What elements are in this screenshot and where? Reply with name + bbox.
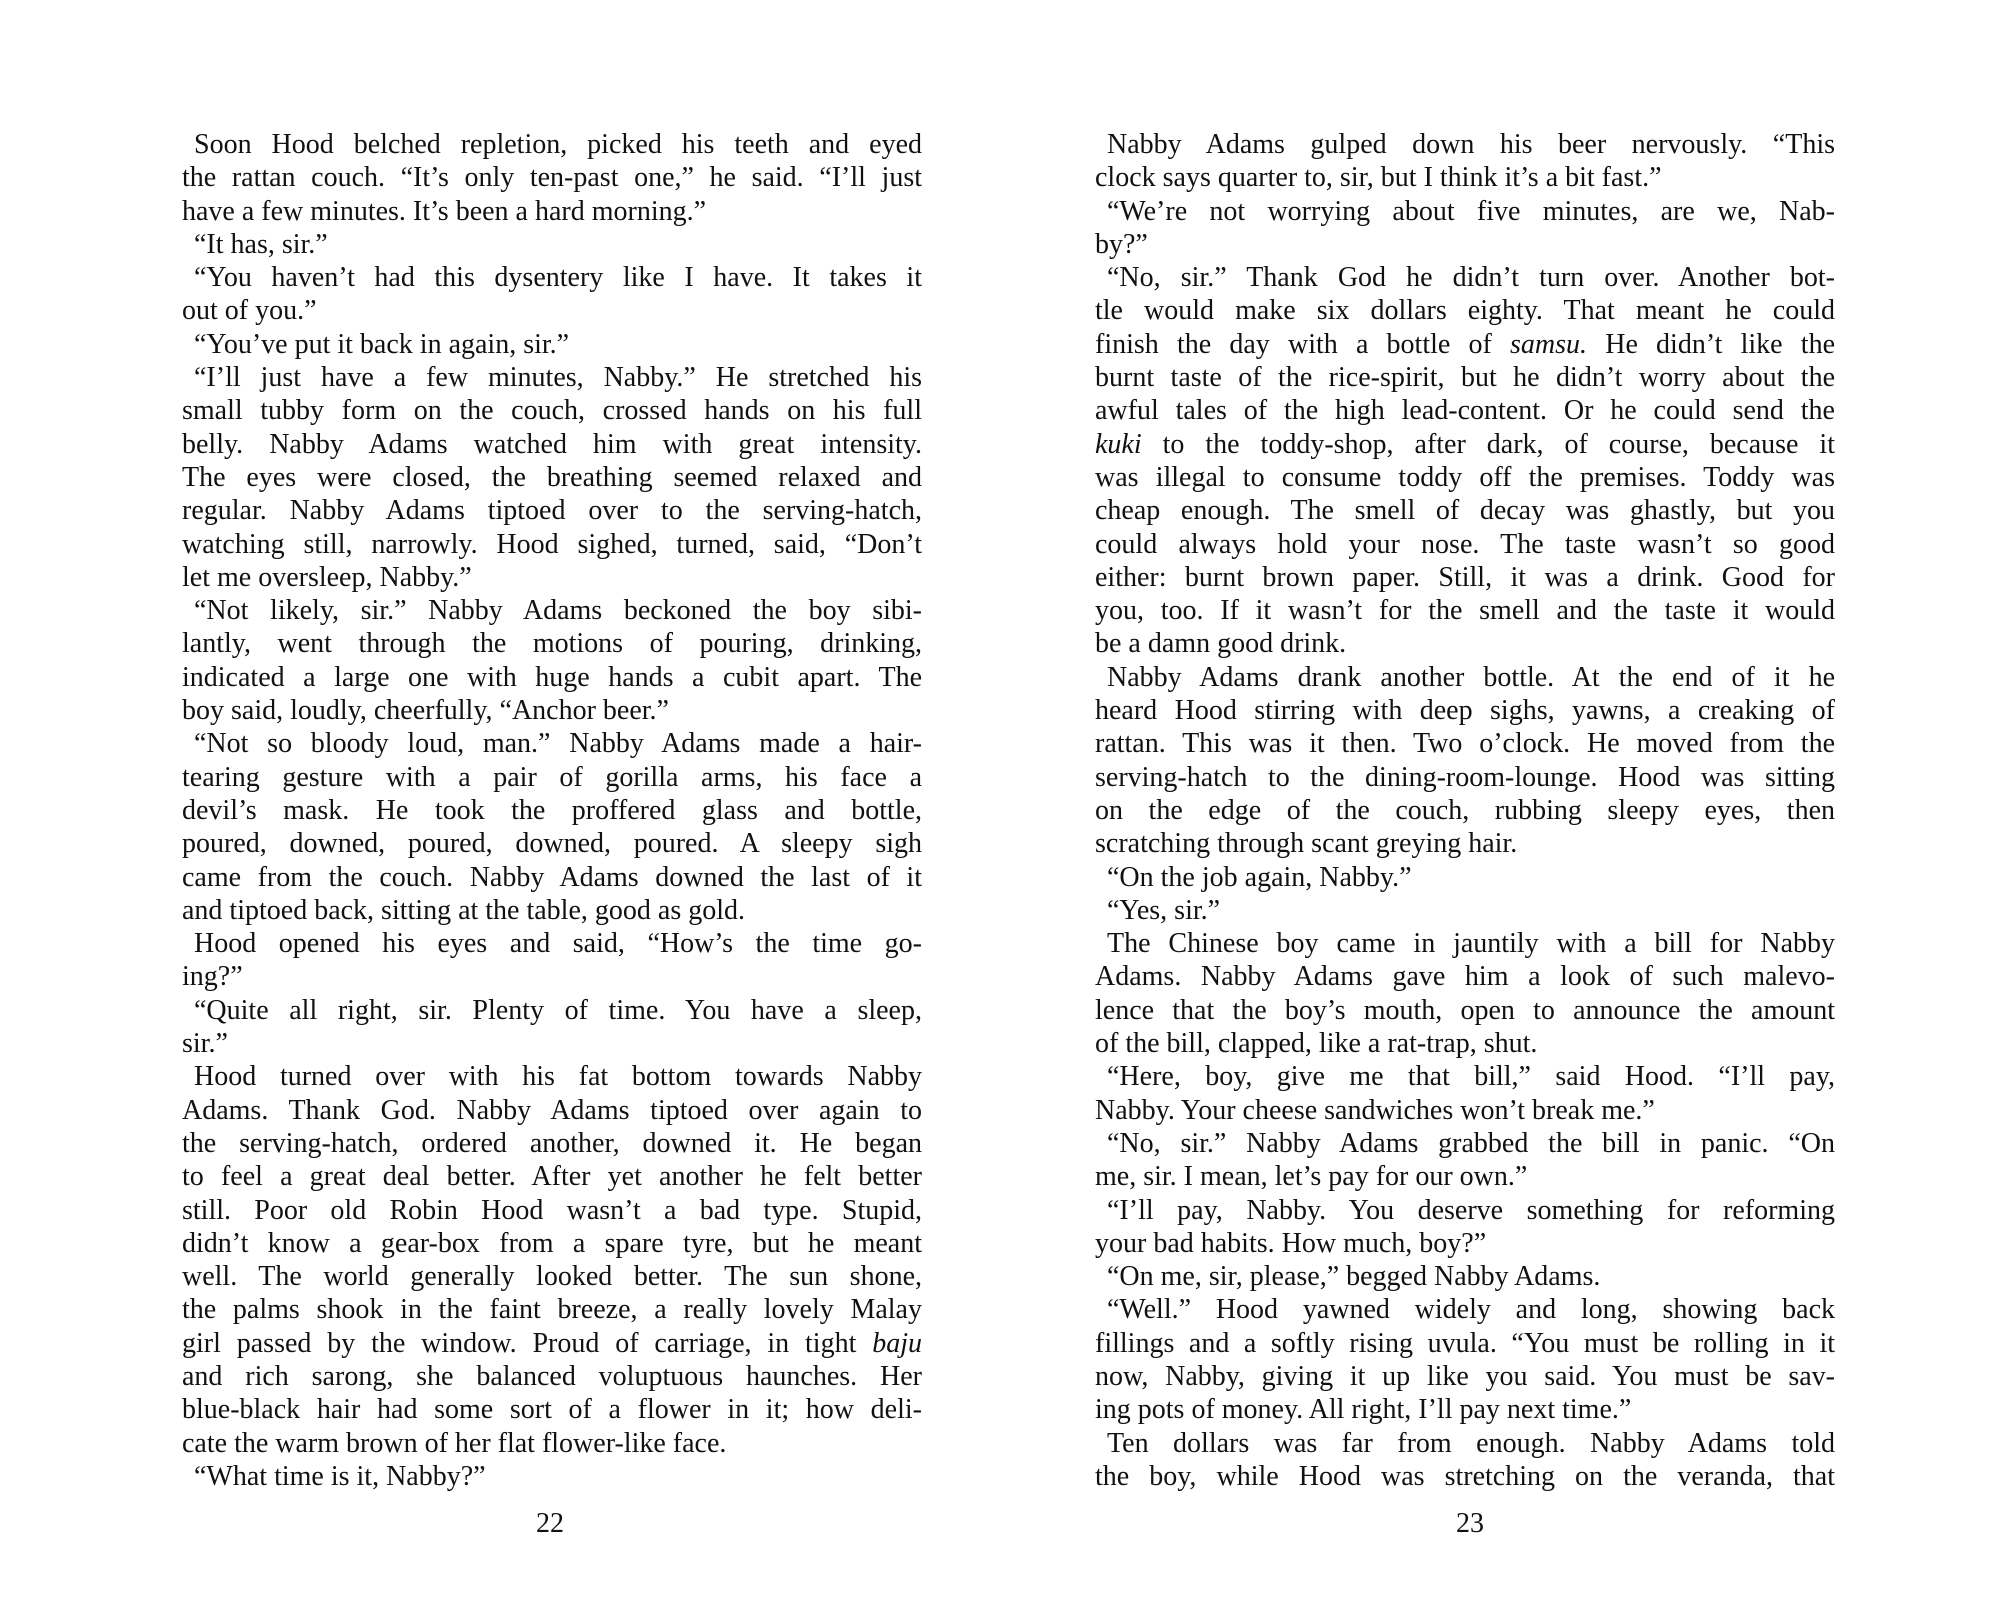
text-line: “I’ll just have a few minutes, Nabby.” He stretched his <box>194 362 922 394</box>
text-line: “No, sir.” Nabby Adams grabbed the bill in panic. “On <box>1107 1127 1835 1159</box>
text-line: the palms shook in the faint breeze, a really lovely Malay <box>182 1294 922 1326</box>
right-page-text <box>1095 128 1835 1493</box>
text-line: cheap enough. The smell of decay was ghastly, but you <box>1095 495 1835 527</box>
text-line: and tiptoed back, sitting at the table, good as gold. <box>182 894 745 926</box>
text-line: awful tales of the high lead-content. Or he could send the <box>1095 395 1835 427</box>
text-line: to feel a great deal better. After yet another he felt better <box>182 1161 922 1193</box>
text-line: heard Hood stirring with deep sighs, yawns, a creaking of <box>1095 695 1835 727</box>
text-line: “It has, sir.” <box>194 228 328 260</box>
text-line: Hood opened his eyes and said, “How’s the time go- <box>194 928 922 960</box>
right-page <box>1095 128 1835 1493</box>
text-line: “Quite all right, sir. Plenty of time. You have a sleep, <box>194 994 922 1026</box>
text-line: “Not likely, sir.” Nabby Adams beckoned the boy sibi- <box>194 595 922 627</box>
text-line: “On me, sir, please,” begged Nabby Adams. <box>1107 1261 1601 1293</box>
text-line: regular. Nabby Adams tiptoed over to the serving-hatch, <box>182 495 922 527</box>
text-line: now, Nabby, giving it up like you said. You must be sav- <box>1095 1360 1835 1392</box>
text-line: The eyes were closed, the breathing seemed relaxed and <box>182 461 922 493</box>
text-line: the boy, while Hood was stretching on the veranda, that <box>1095 1460 1835 1492</box>
text-line: came from the couch. Nabby Adams downed the last of it <box>182 861 922 893</box>
text-line: cate the warm brown of her flat flower-like face. <box>182 1427 727 1459</box>
text-line: “Yes, sir.” <box>1107 894 1221 926</box>
text-line: well. The world generally looked better. The sun shone, <box>182 1261 922 1293</box>
text-line: was illegal to consume toddy off the premises. Toddy was <box>1095 461 1835 493</box>
text-line: ing?” <box>182 961 243 993</box>
text-line: the rattan couch. “It’s only ten-past one,” he said. “I’ll just <box>182 162 922 194</box>
text-line: either: burnt brown paper. Still, it was a drink. Good for <box>1095 561 1835 593</box>
text-line: “You’ve put it back in again, sir.” <box>194 328 570 360</box>
text-line: “Well.” Hood yawned widely and long, showing back <box>1107 1294 1835 1326</box>
text-line: kuki to the toddy-shop, after dark, of course, because it <box>1095 428 1835 460</box>
text-line: by?” <box>1095 228 1148 260</box>
text-line: “Here, boy, give me that bill,” said Hood. “I’ll pay, <box>1107 1061 1835 1093</box>
text-line: fillings and a softly rising uvula. “You must be rolling in it <box>1095 1327 1835 1359</box>
text-line: tearing gesture with a pair of gorilla arms, his face a <box>182 761 922 793</box>
text-line: “No, sir.” Thank God he didn’t turn over. Another bot- <box>1107 262 1835 294</box>
text-line: me, sir. I mean, let’s pay for our own.” <box>1095 1161 1528 1193</box>
text-line: Nabby Adams drank another bottle. At the end of it he <box>1107 661 1835 693</box>
left-page-number: 22 <box>536 1508 564 1539</box>
text-line: rattan. This was it then. Two o’clock. He moved from the <box>1095 728 1835 760</box>
text-line: girl passed by the window. Proud of carriage, in tight baju <box>182 1327 922 1359</box>
text-line: could always hold your nose. The taste wasn’t so good <box>1095 528 1835 560</box>
text-line: blue-black hair had some sort of a flower in it; how deli- <box>182 1394 922 1426</box>
text-line: Ten dollars was far from enough. Nabby Adams told <box>1107 1427 1835 1459</box>
left-page-text <box>182 128 922 1493</box>
text-line: of the bill, clapped, like a rat-trap, shut. <box>1095 1028 1538 1060</box>
text-line: small tubby form on the couch, crossed hands on his full <box>182 395 922 427</box>
text-line: sir.” <box>182 1028 228 1060</box>
text-line: devil’s mask. He took the proffered glass and bottle, <box>182 794 922 826</box>
text-line: The Chinese boy came in jauntily with a bill for Nabby <box>1107 928 1835 960</box>
right-page-number: 23 <box>1456 1508 1484 1539</box>
text-line: and rich sarong, she balanced voluptuous haunches. Her <box>182 1360 922 1392</box>
text-line: tle would make six dollars eighty. That meant he could <box>1095 295 1835 327</box>
text-line: on the edge of the couch, rubbing sleepy eyes, then <box>1095 794 1835 826</box>
text-line: finish the day with a bottle of samsu. He didn’t like the <box>1095 328 1835 360</box>
text-line: serving-hatch to the dining-room-lounge. Hood was sitting <box>1095 761 1835 793</box>
text-line: burnt taste of the rice-spirit, but he didn’t worry about the <box>1095 362 1835 394</box>
text-line: “We’re not worrying about five minutes, are we, Nab- <box>1107 195 1835 227</box>
text-line: poured, downed, poured, downed, poured. A sleepy sigh <box>182 828 922 860</box>
text-line: “I’ll pay, Nabby. You deserve something for reforming <box>1107 1194 1835 1226</box>
text-line: “What time is it, Nabby?” <box>194 1460 486 1492</box>
left-page <box>182 128 922 1493</box>
text-line: ing pots of money. All right, I’ll pay next time.” <box>1095 1394 1632 1426</box>
text-line: clock says quarter to, sir, but I think it’s a bit fast.” <box>1095 162 1662 194</box>
text-line: Adams. Thank God. Nabby Adams tiptoed over again to <box>182 1094 922 1126</box>
text-line: let me oversleep, Nabby.” <box>182 561 472 593</box>
text-line: “Not so bloody loud, man.” Nabby Adams made a hair- <box>194 728 922 760</box>
text-line: out of you.” <box>182 295 317 327</box>
text-line: “You haven’t had this dysentery like I have. It takes it <box>194 262 922 294</box>
text-line: your bad habits. How much, boy?” <box>1095 1227 1487 1259</box>
text-line: didn’t know a gear-box from a spare tyre, but he meant <box>182 1227 922 1259</box>
text-line: Soon Hood belched repletion, picked his teeth and eyed <box>194 129 922 160</box>
text-line: lantly, went through the motions of pouring, drinking, <box>182 628 922 660</box>
text-line: scratching through scant greying hair. <box>1095 828 1518 860</box>
text-line: you, too. If it wasn’t for the smell and the taste it would <box>1095 595 1835 627</box>
text-line: Nabby. Your cheese sandwiches won’t break me.” <box>1095 1094 1655 1126</box>
text-line: still. Poor old Robin Hood wasn’t a bad type. Stupid, <box>182 1194 922 1226</box>
text-line: the serving-hatch, ordered another, downed it. He began <box>182 1127 922 1159</box>
text-line: “On the job again, Nabby.” <box>1107 861 1412 893</box>
text-line: have a few minutes. It’s been a hard morning.” <box>182 195 707 227</box>
text-line: Adams. Nabby Adams gave him a look of such malevo- <box>1095 961 1835 993</box>
text-line: Nabby Adams gulped down his beer nervously. “This <box>1107 129 1835 160</box>
text-line: lence that the boy’s mouth, open to announce the amount <box>1095 994 1835 1026</box>
text-line: watching still, narrowly. Hood sighed, turned, said, “Don’t <box>182 528 922 560</box>
text-line: indicated a large one with huge hands a cubit apart. The <box>182 661 922 693</box>
text-line: be a damn good drink. <box>1095 628 1347 660</box>
text-line: belly. Nabby Adams watched him with great intensity. <box>182 428 922 460</box>
text-line: Hood turned over with his fat bottom towards Nabby <box>194 1061 922 1093</box>
text-line: boy said, loudly, cheerfully, “Anchor beer.” <box>182 695 669 727</box>
